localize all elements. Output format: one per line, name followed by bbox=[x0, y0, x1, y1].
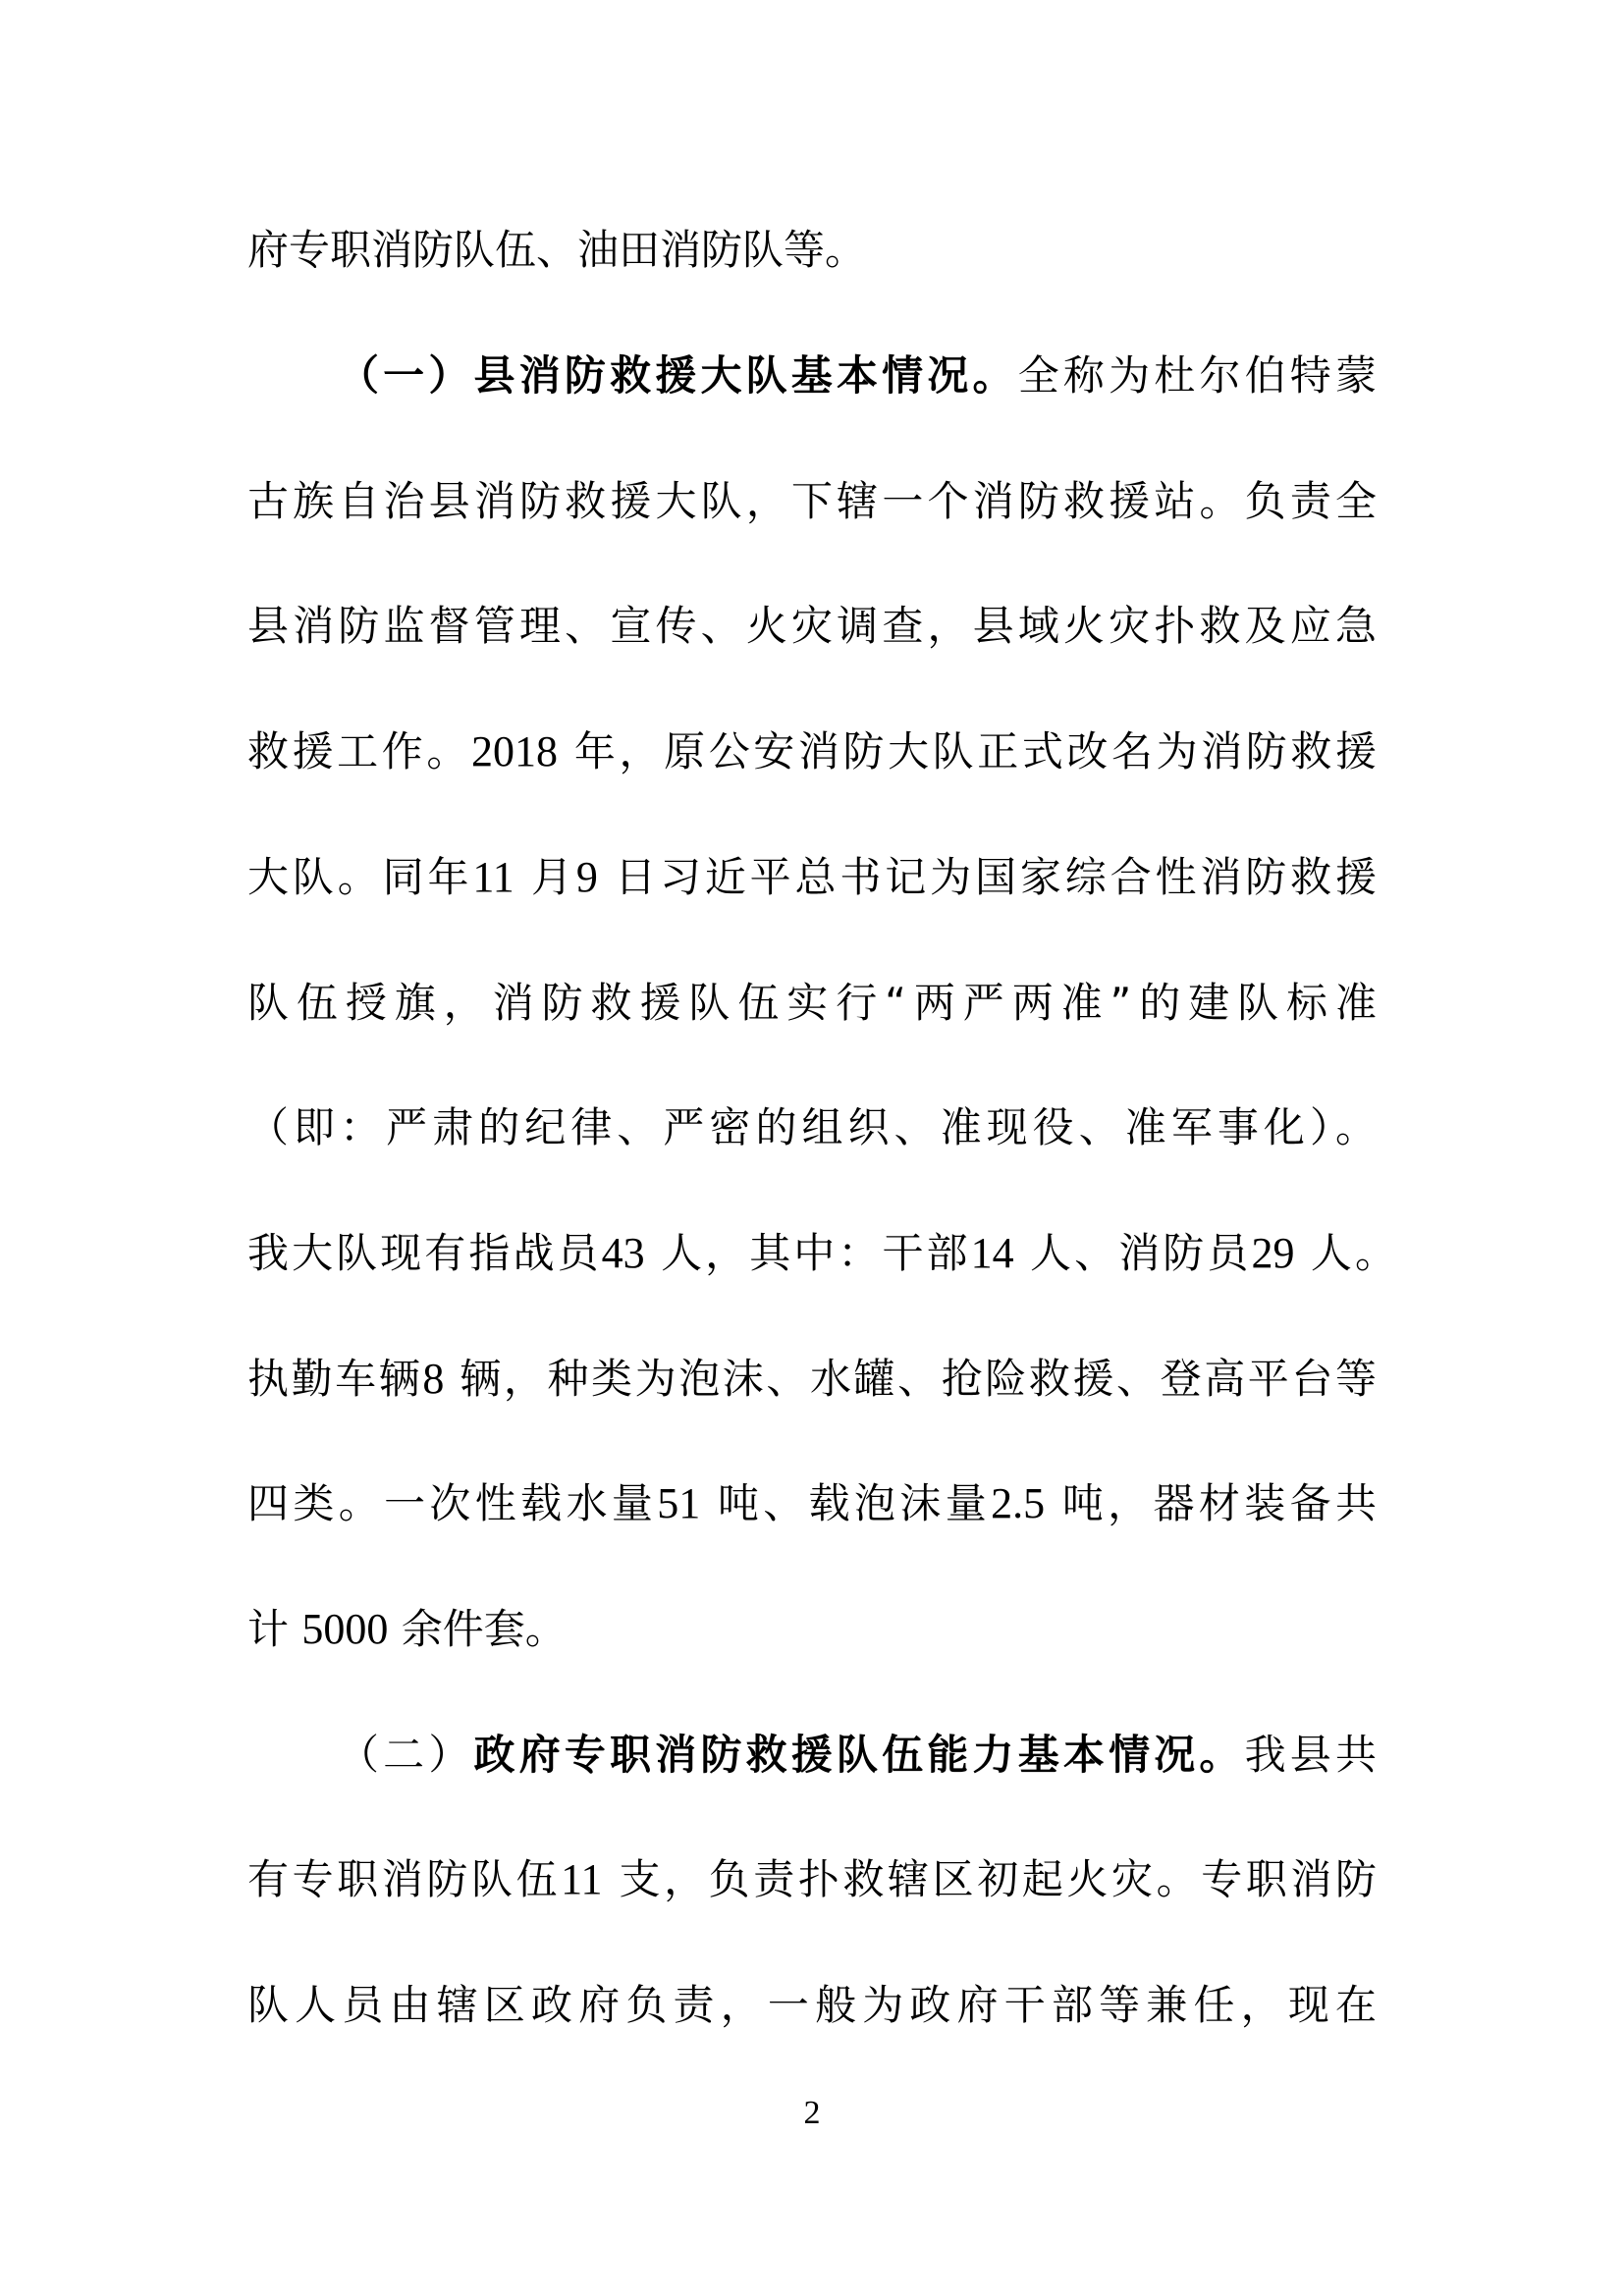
firefighter-count: 29 bbox=[1251, 1229, 1295, 1277]
line-text: 队人员由辖区政府负责，一般为政府干部等兼任，现在 bbox=[247, 1981, 1377, 2029]
month-value: 11 bbox=[472, 853, 514, 901]
paragraph-line bbox=[247, 974, 1377, 1033]
line-text: 计 bbox=[247, 1605, 290, 1653]
line-text: 人、消防员 bbox=[1030, 1229, 1252, 1277]
paragraph-line bbox=[247, 1098, 1377, 1157]
line-text: 年，原公安消防大队正式改名为消防救援 bbox=[573, 727, 1377, 775]
line-text: 人。 bbox=[1310, 1229, 1396, 1277]
line-text: 有专职消防队伍 bbox=[247, 1855, 562, 1903]
line-text: （即：严肃的纪律、严密的组织、准现役、准军事化）。 bbox=[247, 1103, 1377, 1151]
line-text: 我县共 bbox=[1244, 1731, 1377, 1779]
page-number: 2 bbox=[803, 2095, 821, 2131]
line-text: 日习近平总书记为国家综合性消防救援 bbox=[615, 853, 1377, 901]
day-value: 9 bbox=[575, 853, 598, 901]
line-text: 全称为杜尔伯特蒙 bbox=[1017, 351, 1377, 400]
line-text: 队伍授旗，消防救援队伍实行“两严两准”的建队标准 bbox=[247, 979, 1377, 1027]
line-text: 余件套。 bbox=[401, 1605, 567, 1653]
line-text: 古族自治县消防救援大队，下辖一个消防救援站。负责全 bbox=[247, 477, 1377, 525]
personnel-total: 43 bbox=[601, 1229, 645, 1277]
paragraph-line bbox=[247, 1350, 1377, 1409]
foam-capacity: 2.5 bbox=[991, 1479, 1046, 1527]
line-text: 辆，种类为泡沫、水罐、抢险救援、登高平台等 bbox=[460, 1355, 1377, 1403]
section-number: （二） bbox=[338, 1731, 474, 1779]
paragraph-line bbox=[247, 1976, 1377, 2035]
line-text: 救援工作。 bbox=[247, 727, 471, 775]
paragraph-line bbox=[247, 1224, 1396, 1283]
line-text: 吨，器材装备共 bbox=[1061, 1479, 1377, 1527]
line-text: 府专职消防队伍、油田消防队等。 bbox=[247, 226, 867, 274]
vehicle-count: 8 bbox=[422, 1355, 445, 1403]
paragraph-line bbox=[247, 1850, 1377, 1909]
section-title: 县消防救援大队基本情况。 bbox=[473, 351, 1018, 400]
line-text: 大队。同年 bbox=[247, 853, 473, 901]
paragraph-line bbox=[247, 722, 1377, 781]
paragraph-line bbox=[247, 597, 1377, 656]
section-heading-2 bbox=[338, 1726, 1377, 1785]
line-text: 县消防监督管理、宣传、火灾调查，县域火灾扑救及应急 bbox=[247, 602, 1377, 650]
paragraph-line bbox=[247, 848, 1377, 907]
line-text: 月 bbox=[530, 853, 576, 901]
section-number: （一） bbox=[338, 351, 474, 400]
section-heading-1 bbox=[338, 347, 1377, 405]
line-text: 执勤车辆 bbox=[247, 1355, 423, 1403]
line-text: 吨、载泡沫量 bbox=[717, 1479, 992, 1527]
line-text: 人，其中：干部 bbox=[661, 1229, 971, 1277]
year-value: 2018 bbox=[470, 727, 558, 775]
line-text: 四类。一次性载水量 bbox=[247, 1479, 658, 1527]
section-title: 政府专职消防救援队伍能力基本情况。 bbox=[473, 1731, 1245, 1779]
team-count: 11 bbox=[561, 1855, 603, 1903]
cadre-count: 14 bbox=[970, 1229, 1014, 1277]
equipment-count: 5000 bbox=[301, 1605, 389, 1653]
paragraph-line bbox=[247, 221, 1377, 280]
paragraph-line bbox=[247, 1600, 1377, 1659]
line-text: 支，负责扑救辖区初起火灾。专职消防 bbox=[619, 1855, 1377, 1903]
line-text: 我大队现有指战员 bbox=[247, 1229, 602, 1277]
paragraph-line bbox=[247, 1474, 1377, 1533]
water-capacity: 51 bbox=[657, 1479, 701, 1527]
paragraph-line bbox=[247, 472, 1377, 531]
